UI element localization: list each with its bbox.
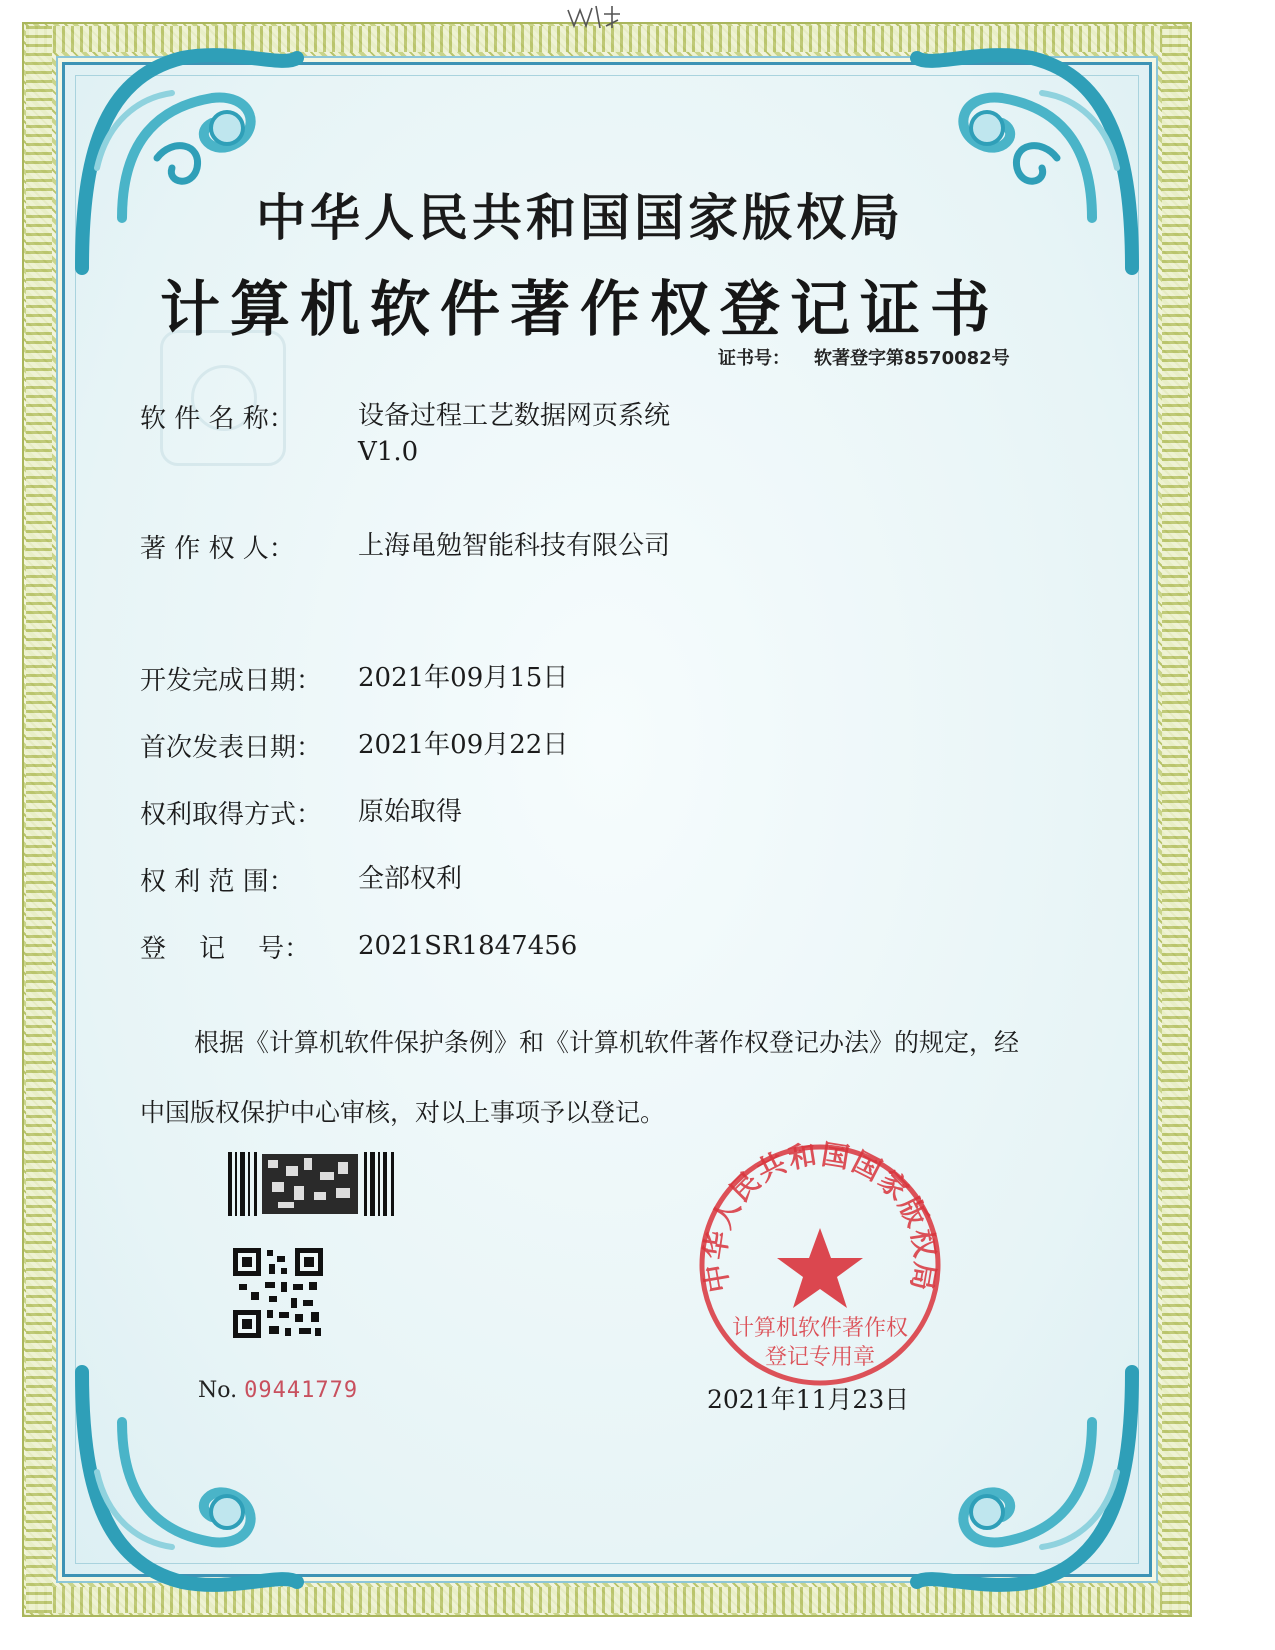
field-value: 2021年09月15日 <box>358 663 569 693</box>
issuer-heading: 中华人民共和国国家版权局 <box>256 189 904 247</box>
field-label: 登 记 号： <box>140 934 311 964</box>
seal-center-line1: 计算机软件著作权 <box>731 1316 909 1341</box>
field-value: 原始取得 <box>358 797 463 827</box>
seal-center-line2: 登记专用章 <box>764 1345 876 1370</box>
field-software-name <box>140 398 670 470</box>
seal-ring-text: 中华人民共和国国家版权局 <box>698 1140 942 1295</box>
field-label: 软 件 名 称： <box>140 404 295 434</box>
field-value: 2021SR1847456 <box>358 931 578 961</box>
field-value: 2021年09月22日 <box>358 730 569 760</box>
field-value: 全部权利 <box>358 864 463 894</box>
field-label: 权 利 范 围： <box>140 867 295 897</box>
field-copyright-owner <box>140 528 670 565</box>
official-seal <box>690 1140 950 1390</box>
field-rights-scope <box>140 861 462 898</box>
corner-ornament-top-right <box>902 38 1152 288</box>
field-value: 设备过程工艺数据网页系统 V1.0 <box>358 401 671 467</box>
seal-star-icon <box>777 1228 863 1308</box>
serial-number <box>198 1378 358 1403</box>
field-acquisition-method <box>140 794 462 831</box>
field-value: 上海黾勉智能科技有限公司 <box>358 531 671 561</box>
registration-statement: 根据《计算机软件保护条例》和《计算机软件著作权登记办法》的规定，经中国版权保护中心审核，对以上事项予以登记。 <box>140 1028 1020 1127</box>
field-publication-date <box>140 727 568 764</box>
serial-number-value: 09441779 <box>244 1378 359 1403</box>
field-label: 著 作 权 人： <box>140 534 295 564</box>
field-label: 首次发表日期： <box>140 733 323 763</box>
field-completion-date <box>140 660 568 697</box>
field-registration-number <box>140 928 577 965</box>
qr-code-image <box>233 1248 323 1338</box>
field-label: 权利取得方式： <box>140 800 323 830</box>
certificate-number <box>718 344 1010 370</box>
certificate-number-label: 证书号： <box>718 348 790 369</box>
barcode-image <box>228 1152 396 1216</box>
issue-date: 2021年11月23日 <box>707 1385 910 1414</box>
corner-ornament-top-left <box>62 38 312 288</box>
field-label: 开发完成日期： <box>140 666 323 696</box>
serial-prefix: No. <box>198 1378 238 1403</box>
pen-scribble <box>560 0 640 34</box>
certificate-number-value: 软著登字第8570082号 <box>814 348 1010 369</box>
certificate-title: 计算机软件著作权登记证书 <box>160 275 1000 345</box>
